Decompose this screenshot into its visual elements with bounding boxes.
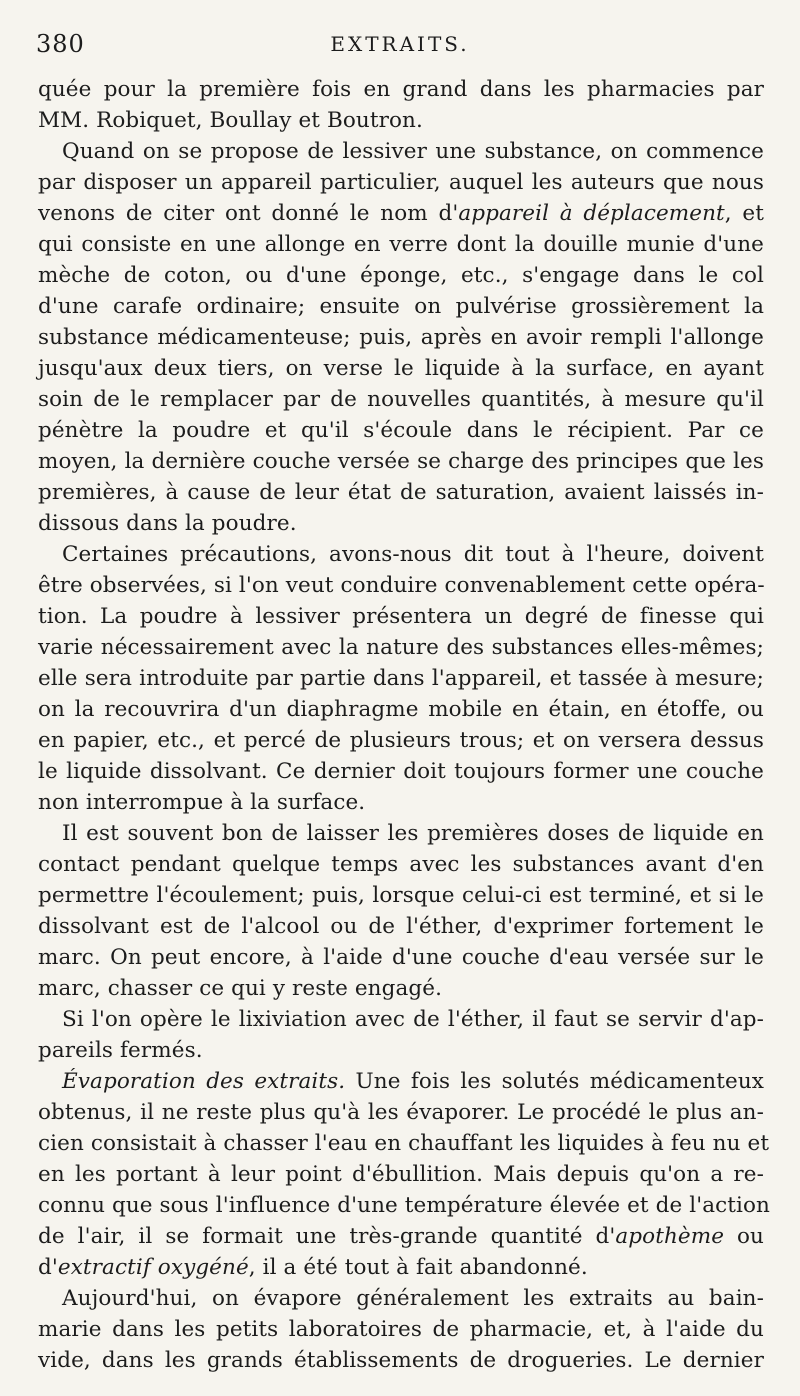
text-line: Évaporation des extraits. Une fois les solutés médicamenteux <box>62 1069 764 1094</box>
text-line: permettre l'écoulement; puis, lorsque celui-ci est terminé, et si le <box>38 883 764 908</box>
text-line: pareils fermés. <box>38 1038 203 1063</box>
text-line: varie nécessairement avec la nature des substances elles-mêmes; <box>38 635 764 660</box>
text-line: d'une carafe ordinaire; ensuite on pulvérise grossièrement la <box>38 294 764 319</box>
text-line: être observées, si l'on veut conduire convenablement cette opéra- <box>38 573 765 598</box>
text-line: Quand on se propose de lessiver une substance, on commence <box>62 139 764 164</box>
text-line: moyen, la dernière couche versée se charge des principes que les <box>38 449 764 474</box>
text-line: on la recouvrira d'un diaphragme mobile en étain, en étoffe, ou <box>38 697 764 722</box>
text-line: elle sera introduite par partie dans l'appareil, et tassée à mesure; <box>38 666 764 691</box>
text-line: MM. Robiquet, Boullay et Boutron. <box>38 108 423 133</box>
text-line: marc, chasser ce qui y reste engagé. <box>38 976 443 1001</box>
text-line: le liquide dissolvant. Ce dernier doit toujours former une couche <box>38 759 764 784</box>
text-line: vide, dans les grands établissements de drogueries. Le dernier <box>38 1348 764 1373</box>
text-line: marc. On peut encore, à l'aide d'une couche d'eau versée sur le <box>38 945 764 970</box>
running-head: EXTRAITS. <box>330 32 470 56</box>
text-line: Aujourd'hui, on évapore généralement les extraits au bain- <box>62 1286 764 1311</box>
text-line: premières, à cause de leur état de saturation, avaient laissés in- <box>38 480 764 505</box>
text-line: pénètre la poudre et qu'il s'écoule dans le récipient. Par ce <box>38 418 764 443</box>
text-line: Il est souvent bon de laisser les premières doses de liquide en <box>62 821 764 846</box>
text-line: jusqu'aux deux tiers, on verse le liquide à la surface, en ayant <box>38 356 764 381</box>
text-line: Certaines précautions, avons-nous dit tout à l'heure, doivent <box>62 542 764 567</box>
page-header <box>36 30 764 66</box>
text-line: non interrompue à la surface. <box>38 790 366 815</box>
text-line: contact pendant quelque temps avec les substances avant d'en <box>38 852 764 877</box>
text-line: dissolvant est de l'alcool ou de l'éther, d'exprimer fortement le <box>38 914 764 939</box>
page-body-text <box>38 74 770 1376</box>
text-line: connu que sous l'influence d'une température élevée et de l'action <box>38 1193 770 1218</box>
text-line: obtenus, il ne reste plus qu'à les évaporer. Le procédé le plus an- <box>38 1100 764 1125</box>
text-line: en papier, etc., et percé de plusieurs trous; et on versera dessus <box>38 728 764 753</box>
text-line: soin de le remplacer par de nouvelles quantités, à mesure qu'il <box>38 387 764 412</box>
text-line: venons de citer ont donné le nom d'appareil à déplacement, et <box>38 201 764 226</box>
text-line: substance médicamenteuse; puis, après en avoir rempli l'allonge <box>38 325 764 350</box>
text-line: par disposer un appareil particulier, auquel les auteurs que nous <box>38 170 764 195</box>
text-line: Si l'on opère le lixiviation avec de l'éther, il faut se servir d'ap- <box>62 1007 764 1032</box>
text-line: cien consistait à chasser l'eau en chauffant les liquides à feu nu et <box>38 1131 770 1156</box>
text-line: quée pour la première fois en grand dans les pharmacies par <box>38 77 764 102</box>
text-line: qui consiste en une allonge en verre dont la douille munie d'une <box>38 232 764 257</box>
text-line: d'extractif oxygéné, il a été tout à fait abandonné. <box>38 1255 588 1280</box>
text-line: en les portant à leur point d'ébullition. Mais depuis qu'on a re- <box>38 1162 764 1187</box>
text-line: marie dans les petits laboratoires de pharmacie, et, à l'aide du <box>38 1317 764 1342</box>
text-line: tion. La poudre à lessiver présentera un degré de finesse qui <box>38 604 764 629</box>
page-number: 380 <box>36 30 85 58</box>
text-line: mèche de coton, ou d'une éponge, etc., s'engage dans le col <box>38 263 764 288</box>
text-line: dissous dans la poudre. <box>38 511 297 536</box>
text-line: de l'air, il se formait une très-grande quantité d'apothème ou <box>38 1224 764 1249</box>
